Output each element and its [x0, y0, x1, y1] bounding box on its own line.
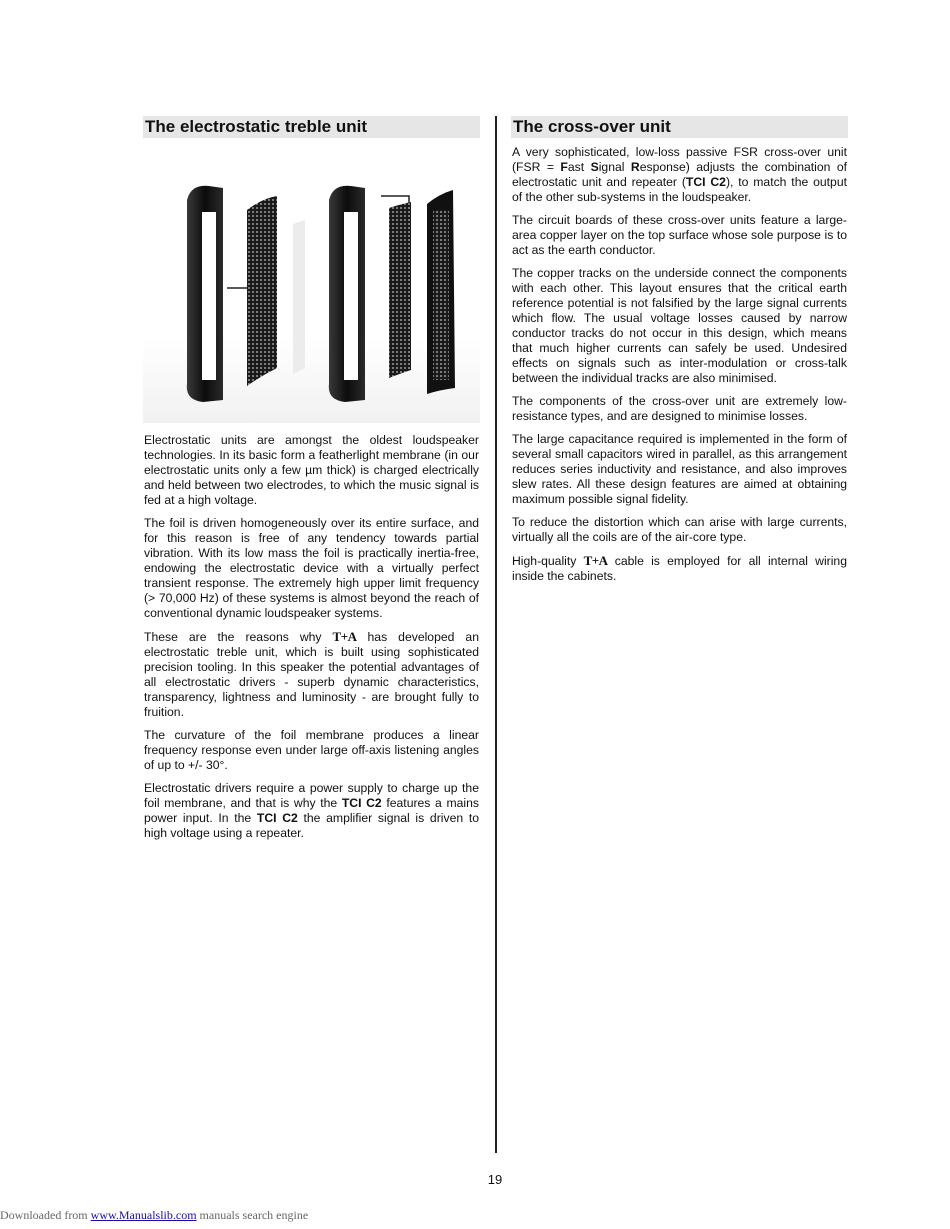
left-column — [143, 116, 480, 849]
treble-unit-illustration — [143, 138, 480, 423]
text-run: esponse) adjusts the combination of electrostatic unit and repeater ( — [512, 160, 847, 189]
text-run: High-quality — [512, 554, 584, 568]
footer-suffix: manuals search engine — [196, 1208, 309, 1222]
text-run: ast — [567, 160, 591, 174]
acronym-letter: R — [630, 160, 640, 174]
text-run: the amplifier signal is driven to high voltage using a repeater. — [144, 811, 479, 840]
right-column — [511, 116, 848, 592]
paragraph — [143, 629, 480, 720]
model-name: TCI C2 — [256, 811, 298, 825]
acronym-letter: F — [560, 160, 568, 174]
download-footer — [0, 1208, 308, 1223]
paragraph — [511, 145, 848, 205]
outer-cover-perforation — [433, 210, 449, 380]
mesh-electrode-1 — [247, 196, 277, 386]
treble-unit-figure — [143, 138, 480, 423]
paragraph — [511, 553, 848, 584]
paragraph: The curvature of the foil membrane produces a linear frequency response even under large off-axis listening angles of up to +/- 30°. — [144, 728, 479, 772]
section-heading-crossover: The cross-over unit — [511, 116, 848, 138]
text-run: A very sophisticated, low-loss passive FSR cross-over unit (FSR = — [512, 145, 847, 174]
manualslib-link[interactable]: www.Manualslib.com — [90, 1208, 197, 1222]
ta-logo: T+A — [583, 553, 608, 568]
page-number: 19 — [487, 1172, 503, 1187]
text-run: has developed an electrostatic treble unit, which is built using sophisticated precision tooling. In this speaker the potential advantages of all electrostatic drivers - superb dynamic characteristics, transparency, lightness and luminosity - are brought fully to fruition. — [144, 630, 479, 719]
acronym-letter: S — [590, 160, 599, 174]
model-name: TCI C2 — [685, 175, 726, 189]
column-divider — [495, 116, 497, 1153]
paragraph: Electrostatic units are amongst the oldest loudspeaker technologies. In its basic form a featherlight membrane (in our electrostatic units only a few µm thick) is charged electrically and held between two electrodes, to which the music signal is fed at a high voltage. — [144, 433, 479, 507]
foil-membrane — [293, 220, 305, 374]
text-run: These are the reasons why — [144, 630, 333, 644]
paragraph: The circuit boards of these cross-over units feature a large-area copper layer on the top surface whose sole purpose is to act as the earth conductor. — [512, 213, 847, 257]
frame-1-window — [202, 212, 216, 380]
paragraph: The foil is driven homogeneously over its entire surface, and for this reason is free of any tendency towards partial vibration. With its low mass the foil is practically inertia-free, endowing the electrostatic device with a virtually perfect transient response. The extremely high upper limit frequency (> 70,000 Hz) of these systems is almost beyond the reach of conventional dynamic loudspeaker systems. — [144, 516, 479, 620]
text-run: features a mains power input. In the — [144, 796, 479, 825]
text-run: cable is employed for all internal wiring inside the cabinets. — [512, 554, 847, 583]
ta-logo: T+A — [332, 629, 357, 644]
paragraph — [143, 781, 480, 841]
footer-prefix: Downloaded from — [0, 1208, 91, 1222]
section-heading-treble: The electrostatic treble unit — [143, 116, 480, 138]
paragraph: The copper tracks on the underside connect the components with each other. This layout ensures that the critical earth reference potential is not falsified by the large signal currents which flow. The usual voltage losses caused by narrow conductor tracks do not occur in this design, which means that much higher currents can safely be used. Undesired effects on signals such as inter-modulation or cross-talk between the individual tracks are also minimised. — [512, 266, 847, 385]
paragraph: The large capacitance required is implemented in the form of several small capacitors wired in parallel, as this arrangement reduces series inductivity and resistance, and also improves slew rates. All these design features are aimed at obtaining maximum possible signal fidelity. — [512, 432, 847, 506]
treble-text — [143, 433, 480, 841]
paragraph: The components of the cross-over unit are extremely low-resistance types, and are designed to minimise losses. — [512, 394, 847, 423]
mesh-electrode-2 — [389, 202, 411, 378]
frame-2-window — [344, 212, 358, 380]
paragraph: To reduce the distortion which can arise with large currents, virtually all the coils are of the air-core type. — [512, 515, 847, 544]
model-name: TCI C2 — [341, 796, 382, 810]
text-run: Electrostatic drivers require a power supply to charge up the foil membrane, and that is why the — [144, 781, 479, 810]
text-run: ignal — [598, 160, 631, 174]
text-run: ), to match the output of the other sub-systems in the loudspeaker. — [512, 175, 847, 204]
